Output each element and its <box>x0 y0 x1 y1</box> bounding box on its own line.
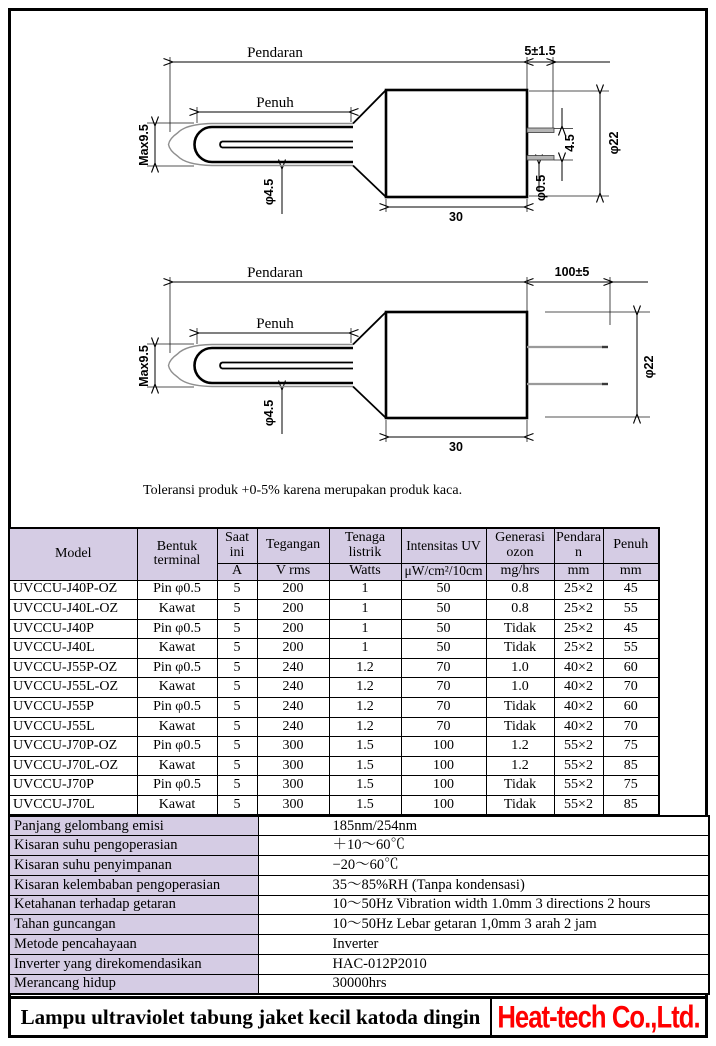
spec-cell: 75 <box>603 737 659 757</box>
property-value: 185nm/254nm <box>258 816 709 836</box>
spec-cell: UVCCU-J70P-OZ <box>9 737 137 757</box>
lamp-technical-drawings <box>0 0 716 520</box>
spec-cell: 240 <box>257 717 329 737</box>
spec-table-row <box>9 756 659 776</box>
spec-cell: UVCCU-J70P <box>9 776 137 796</box>
col-header-penuh: Penuh <box>603 528 659 563</box>
spec-cell: 25×2 <box>554 639 603 659</box>
dim-label-tube-dia-1: φ4.5 <box>262 178 276 206</box>
spec-cell: 40×2 <box>554 658 603 678</box>
spec-cell: Pin φ0.5 <box>137 619 217 639</box>
spec-cell: 1.5 <box>329 776 401 796</box>
spec-cell: 55×2 <box>554 796 603 816</box>
property-label: Kisaran kelembaban pengoperasian <box>9 875 258 895</box>
dim-label-max-dia-2: Max9.5 <box>137 345 151 387</box>
spec-cell: Tidak <box>486 776 554 796</box>
property-label: Kisaran suhu penyimpanan <box>9 856 258 876</box>
spec-cell: Kawat <box>137 756 217 776</box>
spec-cell: 75 <box>603 776 659 796</box>
spec-cell: 5 <box>217 658 257 678</box>
dim-label-penuh-1: Penuh <box>256 95 294 111</box>
spec-cell: 1.2 <box>329 658 401 678</box>
spec-cell: 70 <box>401 658 486 678</box>
spec-cell: 200 <box>257 619 329 639</box>
footer-bar <box>8 996 708 1038</box>
property-row <box>9 935 709 955</box>
spec-cell: Kawat <box>137 796 217 816</box>
dim-label-pin-dia: φ0.5 <box>534 174 548 202</box>
spec-cell: 60 <box>603 698 659 718</box>
spec-cell: 40×2 <box>554 698 603 718</box>
spec-cell: UVCCU-J55P <box>9 698 137 718</box>
spec-cell: 70 <box>401 717 486 737</box>
spec-cell: 100 <box>401 737 486 757</box>
property-row <box>9 915 709 935</box>
spec-cell: UVCCU-J40L-OZ <box>9 600 137 620</box>
spec-cell: 55×2 <box>554 737 603 757</box>
spec-cell: 1 <box>329 619 401 639</box>
spec-cell: 25×2 <box>554 580 603 600</box>
spec-cell: Kawat <box>137 600 217 620</box>
spec-cell: UVCCU-J55L <box>9 717 137 737</box>
spec-cell: 0.8 <box>486 600 554 620</box>
spec-cell: 55 <box>603 600 659 620</box>
page-title: Lampu ultraviolet tabung jaket kecil katoda dingin <box>11 999 492 1035</box>
dim-label-base-dia-2: φ22 <box>642 355 656 379</box>
diagram-pin-type <box>137 44 621 224</box>
spec-cell: 300 <box>257 756 329 776</box>
spec-cell: 40×2 <box>554 678 603 698</box>
unit-current: A <box>217 563 257 580</box>
col-header-model: Model <box>9 528 137 580</box>
spec-cell: 50 <box>401 600 486 620</box>
dim-label-base-dia-1: φ22 <box>607 131 621 155</box>
spec-cell: 100 <box>401 756 486 776</box>
spec-cell: 40×2 <box>554 717 603 737</box>
spec-cell: 70 <box>603 678 659 698</box>
spec-cell: 240 <box>257 658 329 678</box>
spec-cell: 100 <box>401 776 486 796</box>
spec-cell: 200 <box>257 600 329 620</box>
spec-cell: 1.0 <box>486 658 554 678</box>
spec-cell: 55×2 <box>554 756 603 776</box>
property-label: Tahan guncangan <box>9 915 258 935</box>
tolerance-note: Toleransi produk +0-5% karena merupakan produk kaca. <box>143 483 463 498</box>
spec-cell: UVCCU-J40P-OZ <box>9 580 137 600</box>
col-header-voltage: Tegangan <box>257 528 329 563</box>
spec-cell: Kawat <box>137 678 217 698</box>
col-header-pendaran: Pendaran <box>554 528 603 563</box>
property-label: Ketahanan terhadap getaran <box>9 895 258 915</box>
spec-cell: 1.2 <box>486 737 554 757</box>
spec-table-row <box>9 776 659 796</box>
spec-cell: 1 <box>329 600 401 620</box>
spec-cell: Kawat <box>137 717 217 737</box>
spec-cell: UVCCU-J55L-OZ <box>9 678 137 698</box>
spec-table-row <box>9 639 659 659</box>
col-header-power: Tenaga listrik <box>329 528 401 563</box>
unit-power: Watts <box>329 563 401 580</box>
spec-cell: 1 <box>329 639 401 659</box>
dim-label-pin-gap: 4.5 <box>563 134 577 152</box>
spec-table-row <box>9 658 659 678</box>
unit-pendaran: mm <box>554 563 603 580</box>
property-row <box>9 895 709 915</box>
spec-cell: UVCCU-J55P-OZ <box>9 658 137 678</box>
spec-cell: 5 <box>217 619 257 639</box>
spec-cell: 1.2 <box>329 678 401 698</box>
property-value: 30000hrs <box>258 974 709 994</box>
spec-cell: 25×2 <box>554 619 603 639</box>
spec-table-row <box>9 619 659 639</box>
property-value: Inverter <box>258 935 709 955</box>
brand-logo <box>492 999 705 1035</box>
spec-cell: 55 <box>603 639 659 659</box>
spec-cell: 200 <box>257 639 329 659</box>
spec-table-row <box>9 678 659 698</box>
spec-cell: 1.2 <box>329 698 401 718</box>
unit-penuh: mm <box>603 563 659 580</box>
spec-cell: 1.0 <box>486 678 554 698</box>
diagram-wire-type <box>137 265 656 454</box>
property-value: 35〜85%RH (Tanpa kondensasi) <box>258 875 709 895</box>
spec-cell: 85 <box>603 756 659 776</box>
spec-cell: Kawat <box>137 639 217 659</box>
spec-cell: 200 <box>257 580 329 600</box>
spec-cell: 1.5 <box>329 737 401 757</box>
property-row <box>9 955 709 975</box>
spec-table-row <box>9 600 659 620</box>
property-label: Kisaran suhu pengoperasian <box>9 836 258 856</box>
spec-cell: 300 <box>257 737 329 757</box>
dim-label-penuh-2: Penuh <box>256 316 294 332</box>
spec-cell: Tidak <box>486 639 554 659</box>
properties-table-body <box>9 816 709 994</box>
spec-cell: 100 <box>401 796 486 816</box>
spec-cell: 50 <box>401 639 486 659</box>
col-header-current: Saat ini <box>217 528 257 563</box>
spec-cell: 5 <box>217 678 257 698</box>
dim-label-tube-dia-2: φ4.5 <box>262 399 276 427</box>
spec-cell: 1.2 <box>329 717 401 737</box>
spec-table-body <box>9 580 659 815</box>
spec-table-row <box>9 717 659 737</box>
spec-cell: 5 <box>217 776 257 796</box>
spec-cell: 0.8 <box>486 580 554 600</box>
spec-table-row <box>9 796 659 816</box>
spec-cell: 85 <box>603 796 659 816</box>
property-row <box>9 856 709 876</box>
spec-cell: 45 <box>603 619 659 639</box>
spec-cell: 300 <box>257 796 329 816</box>
spec-cell: 5 <box>217 639 257 659</box>
spec-cell: 1.2 <box>486 756 554 776</box>
spec-cell: UVCCU-J70L <box>9 796 137 816</box>
property-value: −20〜60℃ <box>258 856 709 876</box>
spec-cell: 5 <box>217 698 257 718</box>
unit-ozone: mg/hrs <box>486 563 554 580</box>
dim-label-wire-length: 100±5 <box>554 265 590 279</box>
spec-cell: 300 <box>257 776 329 796</box>
spec-cell: 60 <box>603 658 659 678</box>
property-value: 10〜50Hz Lebar getaran 1,0mm 3 arah 2 jam <box>258 915 709 935</box>
spec-cell: Pin φ0.5 <box>137 776 217 796</box>
spec-cell: 5 <box>217 737 257 757</box>
col-header-uv: Intensitas UV <box>401 528 486 563</box>
property-value: 10〜50Hz Vibration width 1.0mm 3 directions 2 hours <box>258 895 709 915</box>
col-header-ozone: Generasi ozon <box>486 528 554 563</box>
spec-cell: 70 <box>603 717 659 737</box>
spec-table-row <box>9 698 659 718</box>
properties-table <box>8 815 710 995</box>
property-value: HAC-012P2010 <box>258 955 709 975</box>
property-row <box>9 974 709 994</box>
spec-cell: Pin φ0.5 <box>137 737 217 757</box>
dim-label-max-dia-1: Max9.5 <box>137 124 151 166</box>
property-label: Panjang gelombang emisi <box>9 816 258 836</box>
spec-cell: 25×2 <box>554 600 603 620</box>
spec-cell: 5 <box>217 796 257 816</box>
property-row <box>9 875 709 895</box>
spec-cell: 70 <box>401 678 486 698</box>
spec-cell: UVCCU-J70L-OZ <box>9 756 137 776</box>
spec-cell: 5 <box>217 580 257 600</box>
property-label: Metode pencahayaan <box>9 935 258 955</box>
dim-label-pin-length: 5±1.5 <box>524 44 556 58</box>
brand-logo-text: Heat-tech Co.,Ltd. <box>497 998 700 1035</box>
spec-cell: 45 <box>603 580 659 600</box>
spec-cell: Tidak <box>486 717 554 737</box>
spec-cell: 1 <box>329 580 401 600</box>
spec-cell: 1.5 <box>329 796 401 816</box>
spec-cell: Pin φ0.5 <box>137 698 217 718</box>
property-label: Merancang hidup <box>9 974 258 994</box>
spec-cell: 1.5 <box>329 756 401 776</box>
spec-cell: Pin φ0.5 <box>137 580 217 600</box>
spec-cell: 240 <box>257 678 329 698</box>
spec-cell: Pin φ0.5 <box>137 658 217 678</box>
dim-label-pendaran-2: Pendaran <box>247 265 303 281</box>
spec-cell: 70 <box>401 698 486 718</box>
dim-label-pendaran-1: Pendaran <box>247 45 303 61</box>
spec-cell: UVCCU-J40L <box>9 639 137 659</box>
spec-cell: UVCCU-J40P <box>9 619 137 639</box>
col-header-terminal: Bentuk terminal <box>137 528 217 580</box>
spec-cell: Tidak <box>486 698 554 718</box>
spec-table-row <box>9 580 659 600</box>
spec-table <box>8 527 660 816</box>
property-label: Inverter yang direkomendasikan <box>9 955 258 975</box>
spec-cell: 50 <box>401 580 486 600</box>
spec-cell: 5 <box>217 600 257 620</box>
spec-cell: 55×2 <box>554 776 603 796</box>
unit-uv: μW/cm²/10cm <box>401 563 486 580</box>
spec-cell: Tidak <box>486 796 554 816</box>
unit-voltage: V rms <box>257 563 329 580</box>
spec-cell: 5 <box>217 756 257 776</box>
spec-cell: 5 <box>217 717 257 737</box>
dim-label-base-length-2: 30 <box>449 440 463 454</box>
spec-cell: 50 <box>401 619 486 639</box>
property-row <box>9 836 709 856</box>
property-value: ＋10〜60℃ <box>258 836 709 856</box>
dim-label-base-length-1: 30 <box>449 210 463 224</box>
property-row <box>9 816 709 836</box>
spec-table-row <box>9 737 659 757</box>
spec-cell: 240 <box>257 698 329 718</box>
spec-cell: Tidak <box>486 619 554 639</box>
